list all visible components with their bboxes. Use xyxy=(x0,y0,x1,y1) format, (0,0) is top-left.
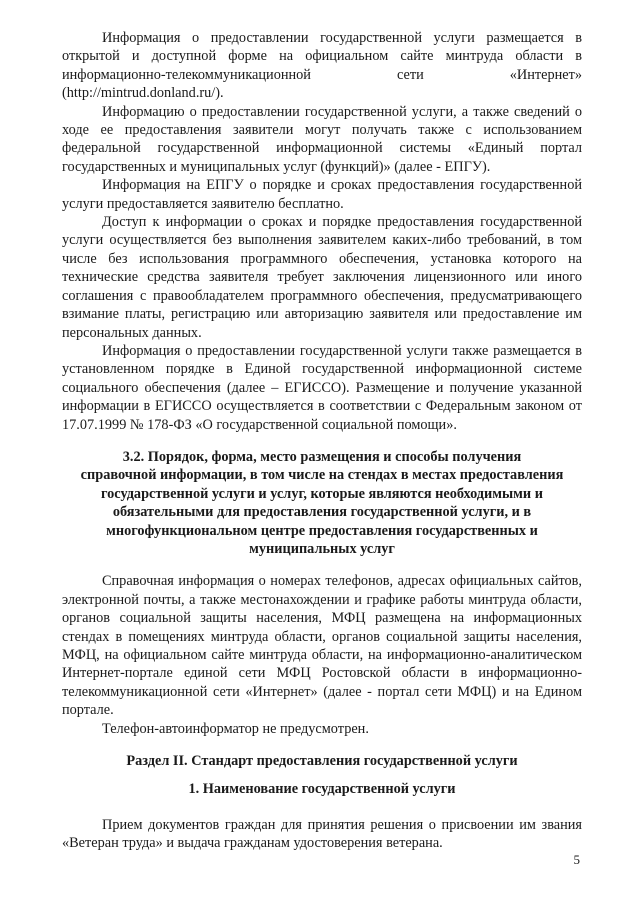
heading-section-3-2 xyxy=(62,448,582,558)
paragraph-info-website: Информация о предоставлении государственной услуги размещается в открытой и доступной форме на официальном сайте минтруда области в информационно-телекоммуникационной сети «Интернет» (http://mintrud.donland.ru/). xyxy=(62,30,582,102)
page-content xyxy=(62,29,582,853)
paragraph-egisso: Информация о предоставлении государственной услуги также размещается в установленном порядке в Единой государственной информационной системе социального обеспечения (далее – ЕГИССО). Размещение и получение указанной информации в ЕГИССО осуществляется в соответствии с Федеральным законом от 17.07.1999 № 178-ФЗ «О государственной социальной помощи». xyxy=(62,342,582,433)
paragraph-info-free: Информация на ЕПГУ о порядке и сроках предоставления государственной услуги предоставляется заявителю бесплатно. xyxy=(62,177,582,212)
heading-line: государственной услуги и услуг, которые являются необходимыми и xyxy=(101,485,543,502)
page-number: 5 xyxy=(573,852,580,867)
paragraph-info-epgu: Информацию о предоставлении государственной услуги, а также сведений о ходе ее предоставления заявители могут получать также с использованием федеральной государственной информационной системы «Единый портал государственных и муниципальных услуг (функций)» (далее - ЕПГУ). xyxy=(62,103,582,175)
subsection-title-1: 1. Наименование государственной услуги xyxy=(188,781,456,798)
heading-line: многофункциональном центре предоставления государственных и xyxy=(106,522,538,539)
paragraph-phone: Телефон-автоинформатор не предусмотрен. xyxy=(102,720,369,737)
heading-line: справочной информации, в том числе на стендах в местах предоставления xyxy=(80,467,564,484)
heading-line: обязательными для предоставления государственной услуги, и в xyxy=(112,504,532,521)
heading-line: 3.2. Порядок, форма, место размещения и способы получения xyxy=(122,448,522,465)
paragraph-service-name: Прием документов граждан для принятия решения о присвоении им звания «Ветеран труда» и выдача гражданам удостоверения ветерана. xyxy=(62,816,582,852)
heading-line: муниципальных услуг xyxy=(249,540,395,557)
paragraph-reference-info: Справочная информация о номерах телефонов, адресах официальных сайтов, электронной почты, а также местонахождении и графике работы минтруда области, органов социальной защиты населения, МФЦ размещена на информационных стендах в помещениях минтруда области, органов социальной защиты населения, МФЦ, на официальном сайте минтруда области, на информационно-аналитическом Интернет-портале единой сети МФЦ Ростовской области в информационно-телекоммуникационной сети «Интернет» (далее - портал сети МФЦ) и на Едином портале. xyxy=(62,573,582,719)
section-title-2: Раздел II. Стандарт предоставления государственной услуги xyxy=(126,753,518,770)
paragraph-access-requirements: Доступ к информации о сроках и порядке предоставления государственной услуги осуществляется без выполнения заявителем каких-либо требований, в том числе без использования программного обеспечения, установка которого на технические средства заявителя требует заключения лицензионного или иного соглашения с правообладателем программного обеспечения, предусматривающего взимание платы, регистрацию или авторизацию заявителя или предоставление им персональных данных. xyxy=(62,214,582,341)
